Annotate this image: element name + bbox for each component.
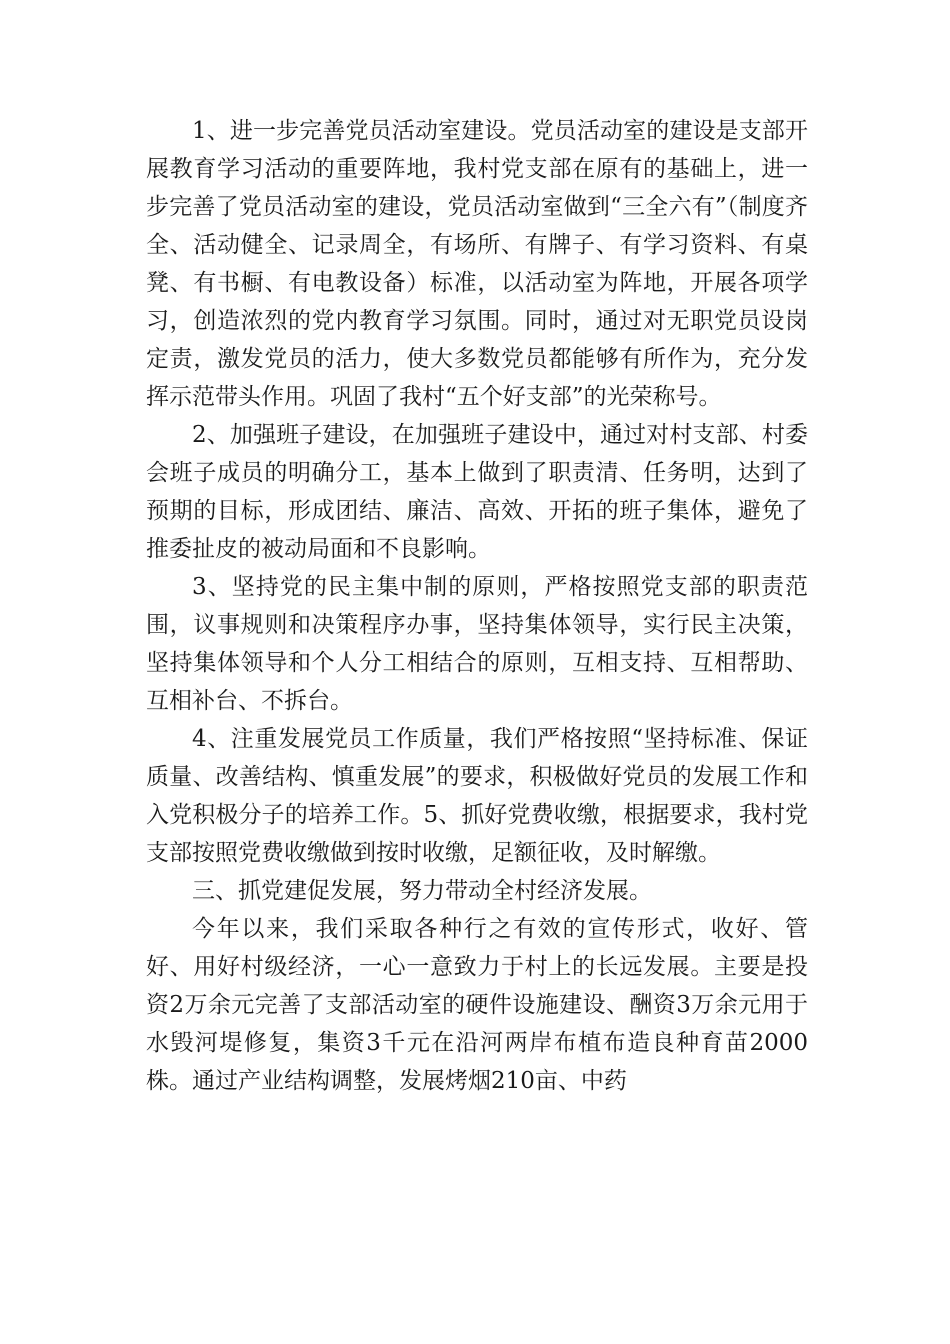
- paragraph-member-development: 4、注重发展党员工作质量，我们严格按照“坚持标准、保证质量、改善结构、慎重发展”的要求，积极做好党员的发展工作和入党积极分子的培养工作。5、抓好党费收缴，根据要求，我村党支部按照党费收缴做到按时收缴，足额征收，及时解缴。: [146, 726, 808, 866]
- document-body: [146, 112, 808, 1100]
- paragraph-democratic-centralism: 3、坚持党的民主集中制的原则，严格按照党支部的职责范围，议事规则和决策程序办事，坚持集体领导，实行民主决策，坚持集体领导和个人分工相结合的原则，互相支持、互相帮助、互相补台、不拆台。: [146, 574, 808, 714]
- section-heading-economic-development: 三、抓党建促发展，努力带动全村经济发展。: [192, 878, 652, 904]
- paragraph-activity-room: 1、进一步完善党员活动室建设。党员活动室的建设是支部开展教育学习活动的重要阵地，我村党支部在原有的基础上，进一步完善了党员活动室的建设，党员活动室做到“三全六有”（制度齐全、活动健全、记录周全，有场所、有牌子、有学习资料、有桌凳、有书橱、有电教设备）标准，以活动室为阵地，开展各项学习，创造浓烈的党内教育学习氛围。同时，通过对无职党员设岗定责，激发党员的活力，使大多数党员都能够有所作为，充分发挥示范带头作用。巩固了我村“五个好支部”的光荣称号。: [146, 118, 808, 410]
- paragraph-economic-measures: 今年以来，我们采取各种行之有效的宣传形式，收好、管好、用好村级经济，一心一意致力于村上的长远发展。主要是投资2万余元完善了支部活动室的硬件设施建设、酬资3万余元用于水毁河堤修复，集资3千元在沿河两岸布植布造良种育苗2000株。通过产业结构调整，发展烤烟210亩、中药: [146, 916, 808, 1094]
- paragraph-team-building: 2、加强班子建设，在加强班子建设中，通过对村支部、村委会班子成员的明确分工，基本上做到了职责清、任务明，达到了预期的目标，形成团结、廉洁、高效、开拓的班子集体，避免了推委扯皮的被动局面和不良影响。: [146, 422, 808, 562]
